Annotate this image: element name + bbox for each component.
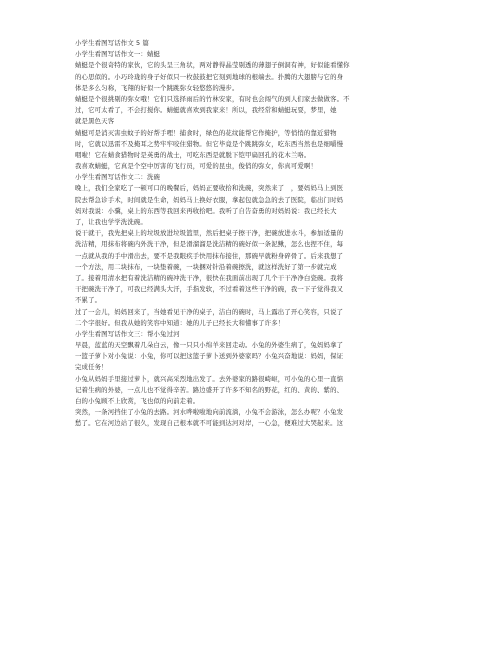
text-line: 记着生病的外婆，一点儿也不觉得辛苦。路边盛开了许多不知名的野花，红的、黄的、紫的、 [75,385,344,394]
text-line: 愁了。它在河边站了很久，发现自己根本就不可能到达河对岸，一心急，便难过大哭起来。这 [75,419,344,428]
text-line: 小学生看图写话作文二：洗碗 [75,173,161,182]
text-line: 了。接着用清水把有着洗洁精的碗冲洗干净，很快在我面前出现了几个干干净净白瓷碗。我将 [75,273,344,282]
text-line: 我喜欢蜻蜓，它真是个空中厉害的飞行员，可爱的昆虫，俊俏的弥女，你真可爱啊！ [75,162,318,171]
text-line: 妈对我说：小骥，桌上的东西等我回来再收拾吧。我听了自告奋勇的对妈妈说：我已经长大 [75,206,337,215]
text-line: 不累了。 [75,296,102,305]
text-line: 二个字很好。但我从她的笑容中知道：她的儿子已经长大和懂事了许多！ [75,318,285,327]
text-line: 体是多么匀称，飞翔的好似一个跳跳弥女轻悠悠的漫步。 [75,83,239,92]
text-line: 了，让我也学学洗洗碗。 [75,218,147,226]
text-line: 蜻蜓可是消灭害虫蚊子的好帮手哩！捕食时，绿色的花纹能帮它作掩护，等悄悄的靠近猎物 [75,128,337,137]
document-page [75,38,435,638]
text-line: 小兔从妈妈手里接过萝卜，就兴高采烈地出发了。去外婆家的路很崎岖，可小兔的心里一直惦 [75,374,344,383]
text-line: 过，它可太看了，不会打搅你。蜻蜓就喜欢到我家来！所以，我经常和蜻蜓玩耍，梦里，她 [75,106,337,115]
text-line: 时，它就以迅雷不及掩耳之势牢牢咬住猎物。但它毕竟是个跳跳弥女，吃东西当然也是细嚼慢 [75,139,344,148]
text-line: 小学生看图写话作文一：蜻蜓 [75,50,161,59]
text-line: 咽啦！它在蜻食猎物时是英勇的战士，可吃东西是就脱下铠甲扁回孔的花木兰咯。 [75,150,311,159]
text-line: 蜻蜓是个很挑剔的弥女哦！它们只选择雨后的竹林安家，有时也会闯气的到人们家去做做客。不 [75,94,350,103]
text-line: 院去帮急诊手术，时间就是生命，妈妈马上换好衣服，拿起包就急急的去了医院，临出门时妈 [75,195,344,204]
text-line: 干把碗洗干净了，可我已经满头大汗，手指发软，不过看着这些干净的碗，我一下子觉得我又 [75,285,344,294]
text-line: 早晨，蓝蓝的天空飘着几朵白云，像一只只小绵羊来回走动。小兔的外婆生病了，兔妈妈拿了 [75,341,344,350]
document-title: 小学生看图写话作文 5 篇 [75,39,149,47]
text-line: 白的小兔顾不上欣赏，飞也似的向前走着。 [75,397,200,405]
text-line: 突然，一条河挡住了小兔的去路。河水哗啦啦地向前流淌，小兔不会游泳，怎么办呢？小兔发 [75,408,344,417]
text-line: 洗洁精，用抹布将碗内外洗干净，但是滑溜溜是洗洁精的碗好似一条泥鳅，怎么也捏不住，每 [75,240,344,249]
text-line: 过了一会儿，妈妈回来了，当她看见干净的桌子，洁白的碗时，马上露出了开心笑容，只说了 [75,307,344,316]
text-line: 小学生看图写话作文三：帮小兔过河 [75,329,180,338]
text-line: 一点就从我的手中滑出去，要不是我眼疾手快用抹布接住，那碗早就粉身碎骨了。后来我想了 [75,251,344,260]
text-line: 说干就干，我先把桌上的垃圾放进垃圾篮里，然后把桌子擦干净，把碗放进水斗，参加适量的 [75,229,344,238]
text-line: 完成任务！ [75,363,108,372]
text-line: 就是黑色天客 [75,117,115,126]
text-line: 蜻蜓是个很奇特的家伙，它的头呈三角状，两对静得晶莹剔透的薄翅子倒洞有神，好似能看懂你 [75,61,350,70]
text-line: 晚上，我们全家吃了一顿可口的晚餐后，妈妈正要收拾和洗碗，突然来了 ，要妈妈马上到医 [75,184,344,193]
text-line: 一个方法，用二块抹布，一块垫着碗，一块捆对针沿着碗擦洗，就这样洗好了第一步就完成 [75,262,337,271]
text-line: 一篮子萝卜对小兔说：小兔，你可以把这篮子萝卜送到外婆家吗？小兔兴奋地说：妈妈，保证 [75,352,344,361]
text-line: 的心思似的。小巧玲珑的身子好似只一枚鼓鼓把它刻到地球的根端去。扑腾的大翅膀与它的身 [75,72,344,81]
